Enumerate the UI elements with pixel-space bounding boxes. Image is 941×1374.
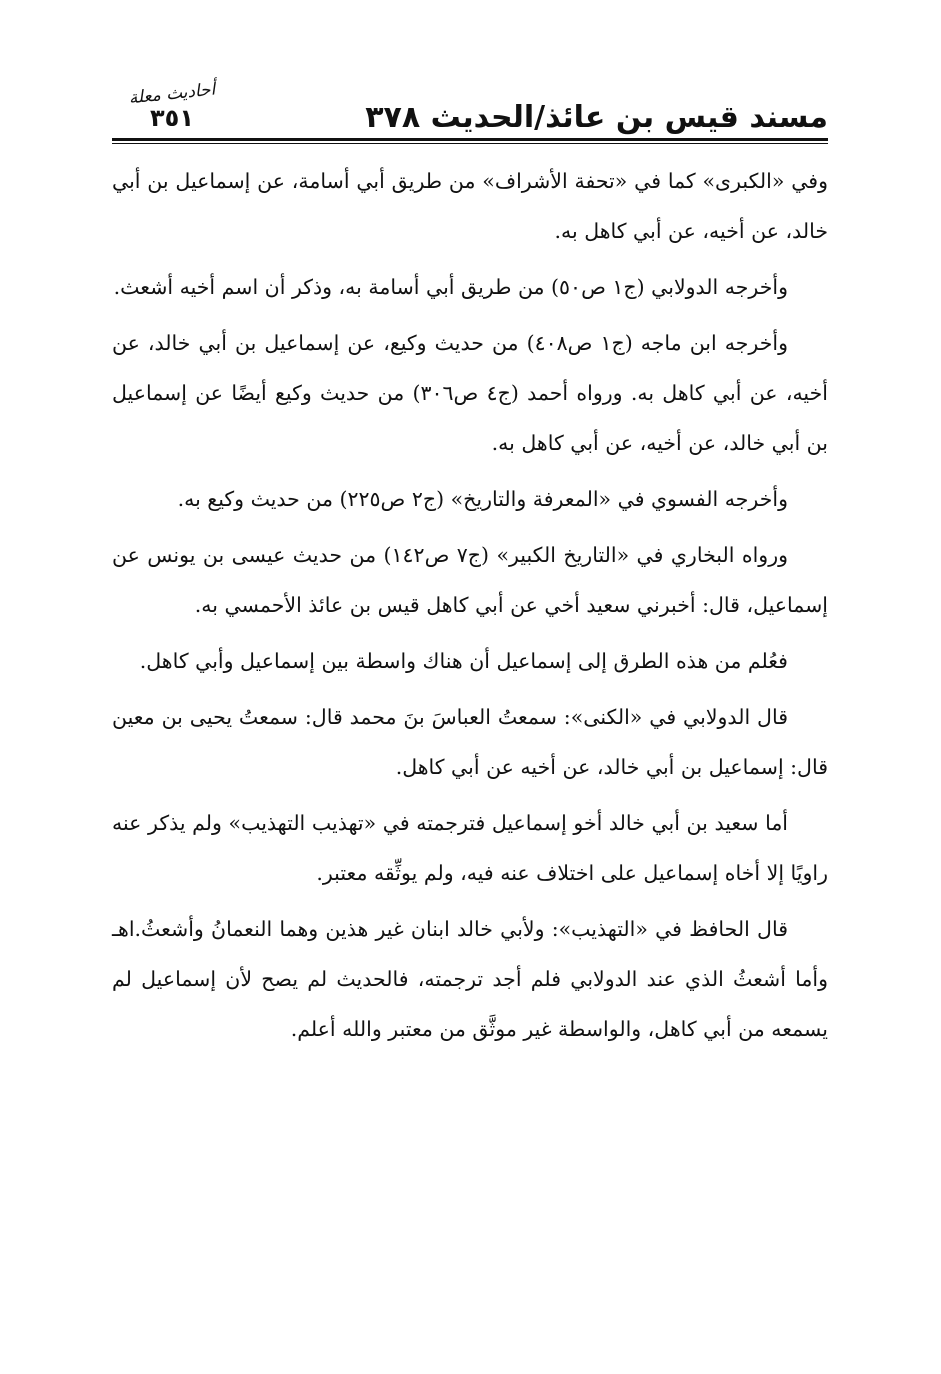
header-rule-thin [112, 143, 828, 144]
paragraph: وأخرجه الفسوي في «المعرفة والتاريخ» (ج٢ ص٢٢٥) من حديث وكيع به. [177, 487, 788, 511]
paragraph: قال الدولابي في «الكنى»: سمعتُ العباسَ بنَ محمد قال: سمعتُ يحيى بن معين قال: إسماعيل بن أبي خالد، عن أخيه عن أبي كاهل. [112, 705, 828, 779]
body-text [112, 156, 828, 1060]
paragraph: فعُلم من هذه الطرق إلى إسماعيل أن هناك واسطة بين إسماعيل وأبي كاهل. [139, 649, 788, 673]
paragraph: ورواه البخاري في «التاريخ الكبير» (ج٧ ص١٤٢) من حديث عيسى بن يونس عن إسماعيل، قال: أخبرني سعيد أخي عن أبي كاهل قيس بن عائذ الأحمسي به. [112, 543, 828, 617]
paragraph: وأخرجه الدولابي (ج١ ص٥٠) من طريق أبي أسامة به، وذكر أن اسم أخيه أشعث. [113, 275, 788, 299]
page-header [112, 79, 828, 150]
page-number: ٣٥١ [150, 104, 194, 132]
paragraph: وأخرجه ابن ماجه (ج١ ص٤٠٨) من حديث وكيع، عن إسماعيل بن أبي خالد، عن أخيه، عن أبي كاهل به. ورواه أحمد (ج٤ ص٣٠٦) من حديث وكيع أيضًا عن إسماعيل بن أبي خالد، عن أخيه، عن أبي كاهل به. [112, 331, 828, 455]
paragraph: وفي «الكبرى» كما في «تحفة الأشراف» من طريق أبي أسامة، عن إسماعيل بن أبي خالد، عن أخيه، عن أبي كاهل به. [112, 169, 828, 243]
paragraph: قال الحافظ في «التهذيب»: ولأبي خالد ابنان غير هذين وهما النعمانُ وأشعثُ.اهـ وأما أشعثُ الذي عند الدولابي فلم أجد ترجمته، فالحديث لم يصح لأن إسماعيل لم يسمعه من أبي كاهل، والواسطة غير موثَّق من معتبر والله أعلم. [112, 917, 828, 1041]
handwritten-note: أحاديث معلة [127, 79, 217, 109]
header-title: مسند قيس بن عائذ/الحديث ٣٧٨ [365, 100, 828, 135]
header-rule [112, 138, 828, 141]
paragraph: أما سعيد بن أبي خالد أخو إسماعيل فترجمته في «تهذيب التهذيب» ولم يذكر عنه راويًا إلا أخاه إسماعيل على اختلاف عنه فيه، ولم يوثِّقه معتبر. [112, 811, 828, 885]
header-page-block [112, 79, 232, 134]
